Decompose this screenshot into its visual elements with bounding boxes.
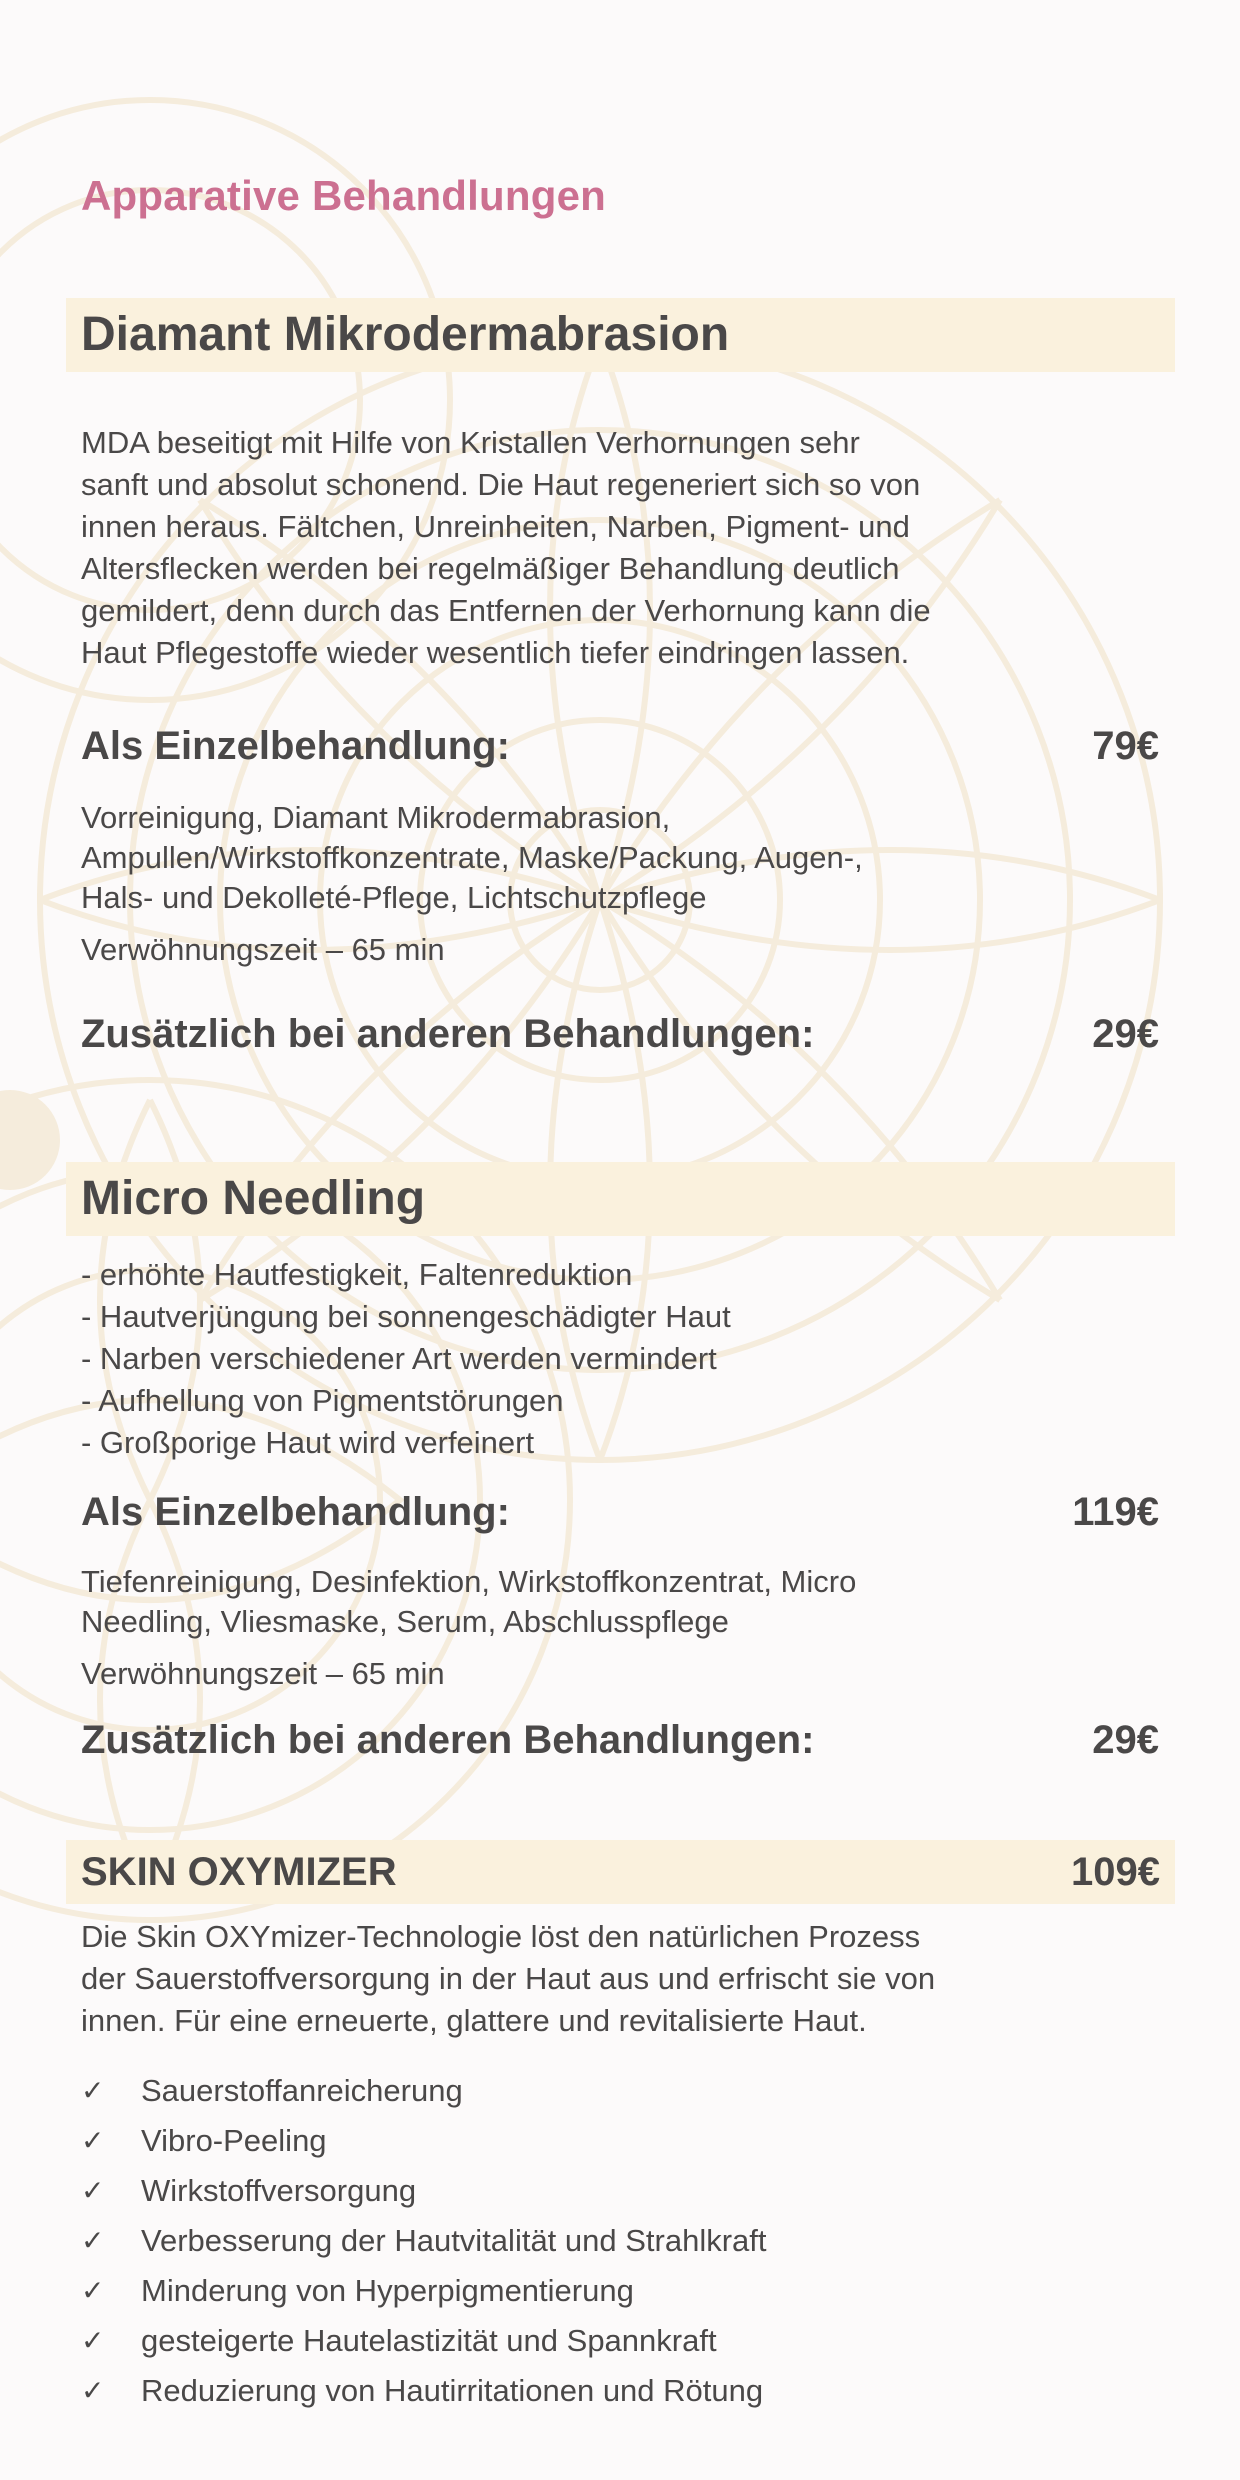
description-line: innen heraus. Fältchen, Unreinheiten, Narben, Pigment- und	[81, 509, 910, 544]
checkmark-icon: ✓	[81, 2174, 105, 2207]
mikrodermabrasion-title: Diamant Mikrodermabrasion	[81, 308, 730, 361]
section-heading: Apparative Behandlungen	[81, 172, 607, 219]
mikrodermabrasion-contents	[81, 798, 1041, 918]
oxymizer-description	[81, 1916, 1081, 2042]
contents-line: Tiefenreinigung, Desinfektion, Wirkstoffkonzentrat, Micro	[81, 1564, 857, 1599]
mikrodermabrasion-description	[81, 422, 1001, 674]
list-item: - Aufhellung von Pigmentstörungen	[81, 1383, 564, 1418]
mikrodermabrasion-duration: Verwöhnungszeit – 65 min	[81, 932, 445, 967]
oxymizer-title-band	[66, 1840, 1175, 1904]
microneedling-benefits	[81, 1254, 731, 1464]
feature-item	[81, 2366, 767, 2416]
description-line: der Sauerstoffversorgung in der Haut aus und erfrischt sie von	[81, 1961, 936, 1996]
feature-item	[81, 2266, 767, 2316]
mikrodermabrasion-addon-label: Zusätzlich bei anderen Behandlungen:	[81, 1012, 815, 1056]
checkmark-icon: ✓	[81, 2074, 105, 2107]
feature-label: Sauerstoffanreicherung	[141, 2073, 463, 2108]
mikrodermabrasion-title-band	[66, 298, 1175, 372]
description-line: gemildert, denn durch das Entfernen der Verhornung kann die	[81, 593, 931, 628]
feature-item	[81, 2166, 767, 2216]
microneedling-contents	[81, 1562, 1041, 1642]
microneedling-duration: Verwöhnungszeit – 65 min	[81, 1656, 445, 1691]
feature-label: gesteigerte Hautelastizität und Spannkraft	[141, 2323, 717, 2358]
checkmark-icon: ✓	[81, 2374, 105, 2407]
microneedling-title: Micro Needling	[81, 1172, 426, 1225]
description-line: Altersflecken werden bei regelmäßiger Behandlung deutlich	[81, 551, 900, 586]
microneedling-title-band	[66, 1162, 1175, 1236]
contents-line: Hals- und Dekolleté-Pflege, Lichtschutzpflege	[81, 880, 707, 915]
list-item: - Großporige Haut wird verfeinert	[81, 1425, 535, 1460]
description-line: Die Skin OXYmizer-Technologie löst den natürlichen Prozess	[81, 1919, 921, 1954]
feature-label: Vibro-Peeling	[141, 2123, 327, 2158]
description-line: Haut Pflegestoffe wieder wesentlich tiefer eindringen lassen.	[81, 635, 910, 670]
description-line: MDA beseitigt mit Hilfe von Kristallen Verhornungen sehr	[81, 425, 860, 460]
list-item: - Narben verschiedener Art werden vermindert	[81, 1341, 717, 1376]
feature-label: Verbesserung der Hautvitalität und Strahlkraft	[141, 2223, 767, 2258]
mikrodermabrasion-addon-price: 29€	[1092, 1012, 1159, 1056]
feature-item	[81, 2066, 767, 2116]
microneedling-single-label: Als Einzelbehandlung:	[81, 1490, 510, 1534]
checkmark-icon: ✓	[81, 2224, 105, 2257]
feature-item	[81, 2316, 767, 2366]
contents-line: Needling, Vliesmaske, Serum, Abschlusspflege	[81, 1604, 729, 1639]
checkmark-icon: ✓	[81, 2324, 105, 2357]
mikrodermabrasion-single-label: Als Einzelbehandlung:	[81, 724, 510, 768]
list-item: - erhöhte Hautfestigkeit, Faltenreduktion	[81, 1257, 633, 1292]
microneedling-single-price: 119€	[1072, 1490, 1159, 1534]
contents-line: Vorreinigung, Diamant Mikrodermabrasion,	[81, 800, 671, 835]
checkmark-icon: ✓	[81, 2274, 105, 2307]
feature-item	[81, 2216, 767, 2266]
checkmark-icon: ✓	[81, 2124, 105, 2157]
feature-label: Wirkstoffversorgung	[141, 2173, 417, 2208]
feature-item	[81, 2116, 767, 2166]
description-line: innen. Für eine erneuerte, glattere und revitalisierte Haut.	[81, 2003, 867, 2038]
contents-line: Ampullen/Wirkstoffkonzentrate, Maske/Packung, Augen-,	[81, 840, 863, 875]
description-line: sanft und absolut schonend. Die Haut regeneriert sich so von	[81, 467, 921, 502]
feature-label: Reduzierung von Hautirritationen und Rötung	[141, 2373, 764, 2408]
microneedling-addon-label: Zusätzlich bei anderen Behandlungen:	[81, 1718, 815, 1762]
feature-label: Minderung von Hyperpigmentierung	[141, 2273, 634, 2308]
oxymizer-title: SKIN OXYMIZER	[81, 1850, 397, 1894]
list-item: - Hautverjüngung bei sonnengeschädigter Haut	[81, 1299, 731, 1334]
oxymizer-feature-list	[81, 2066, 767, 2416]
oxymizer-price: 109€	[1071, 1850, 1160, 1894]
microneedling-addon-price: 29€	[1092, 1718, 1159, 1762]
mikrodermabrasion-single-price: 79€	[1092, 724, 1159, 768]
